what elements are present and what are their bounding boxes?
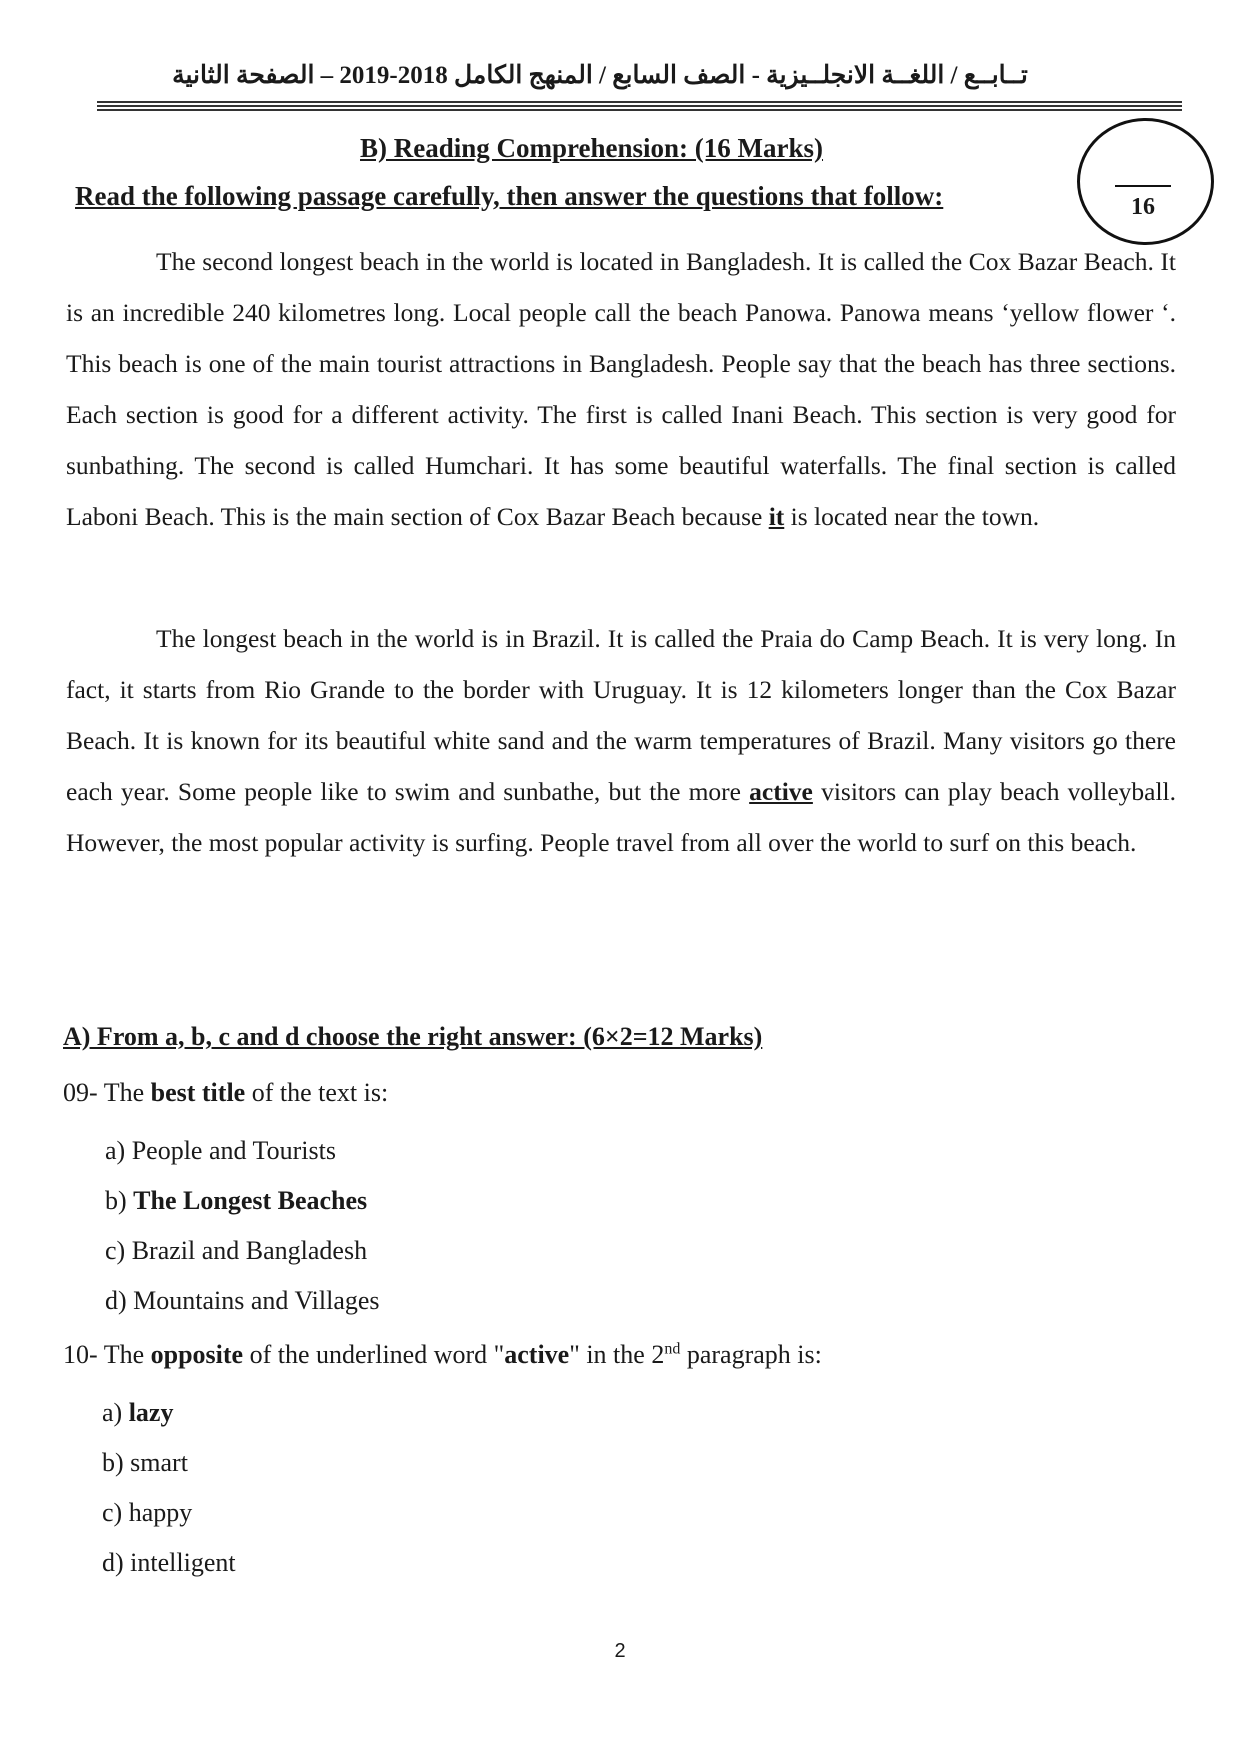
paragraph-2-text: The longest beach in the world is in Brazil. It is called the Praia do Camp Beach. It is very long. In fact, it starts from Rio Grande to the border with Uruguay. It is 12 kilometers longer than the Cox Bazar Beach. It is known for its beautiful white sand and the warm temperatures of Brazil. Many visitors go there each year. Some people like to swim and sunbathe, but the more bbox=[66, 624, 1176, 806]
question-10 bbox=[63, 1340, 822, 1370]
question-9 bbox=[63, 1078, 388, 1108]
ordinal-suffix: nd bbox=[664, 1340, 681, 1358]
question-10-word: active bbox=[504, 1340, 570, 1369]
paragraph-2-end: visitors can play beach volleyball. However, the most popular activity is surfing. People travel from all over the world to surf on this beach. bbox=[66, 777, 1176, 857]
header-rule-bottom bbox=[97, 109, 1182, 111]
section-title: B) Reading Comprehension: (16 Marks) bbox=[360, 133, 824, 163]
paragraph-1-end: is located near the town. bbox=[790, 502, 1040, 531]
underlined-word-active: active bbox=[749, 777, 813, 806]
question-10-text: of the underlined word " bbox=[249, 1340, 505, 1369]
question-9-prefix: 09- The bbox=[63, 1078, 145, 1107]
score-value: 16 bbox=[1131, 194, 1155, 220]
question-10-keyword: opposite bbox=[150, 1340, 244, 1369]
question-10-option-b[interactable]: b) smart bbox=[102, 1448, 188, 1477]
underlined-word-it: it bbox=[768, 502, 785, 531]
question-10-option-a[interactable] bbox=[102, 1398, 173, 1428]
option-b-answer: The Longest Beaches bbox=[133, 1186, 368, 1215]
question-9-keyword: best title bbox=[150, 1078, 246, 1107]
question-9-option-c[interactable]: c) Brazil and Bangladesh bbox=[105, 1236, 368, 1265]
header-rule-top bbox=[97, 101, 1182, 103]
option-a-answer: lazy bbox=[128, 1398, 174, 1427]
passage-instruction: Read the following passage carefully, then answer the questions that follow: bbox=[75, 181, 944, 211]
question-10-option-c[interactable]: c) happy bbox=[102, 1498, 193, 1527]
header-rule-middle bbox=[97, 105, 1182, 107]
question-10-text-2: " in the 2 bbox=[569, 1340, 665, 1369]
page-number: 2 bbox=[614, 1640, 626, 1662]
score-line bbox=[1115, 185, 1171, 187]
question-9-option-b[interactable] bbox=[105, 1186, 367, 1216]
passage-paragraph-1 bbox=[66, 236, 1176, 542]
question-9-suffix: of the text is: bbox=[251, 1078, 389, 1107]
question-10-option-d[interactable]: d) intelligent bbox=[102, 1548, 236, 1577]
question-10-prefix: 10- The bbox=[63, 1340, 145, 1369]
page-header: تــابــع / اللغــة الانجلــيزية - الصف السابع / المنهج الكامل 2018-2019 – الصفحة الثانية bbox=[172, 62, 1028, 89]
question-9-option-a[interactable]: a) People and Tourists bbox=[105, 1136, 336, 1165]
question-9-option-d[interactable]: d) Mountains and Villages bbox=[105, 1286, 380, 1315]
paragraph-1-text: The second longest beach in the world is located in Bangladesh. It is called the Cox Bazar Beach. It is an incredible 240 kilometres long. Local people call the beach Panowa. Panowa means ‘yellow flower ‘. This beach is one of the main tourist attractions in Bangladesh. People say that the beach has three sections. Each section is good for a different activity. The first is called Inani Beach. This section is very good for sunbathing. The second is called Humchari. It has some beautiful waterfalls. The final section is called Laboni Beach. This is the main section of Cox Bazar Beach because bbox=[66, 247, 1176, 531]
score-circle bbox=[1077, 118, 1214, 245]
option-b-letter: b) bbox=[105, 1186, 127, 1215]
part-a-title: A) From a, b, c and d choose the right answer: (6×2=12 Marks) bbox=[63, 1022, 763, 1051]
option-a-letter: a) bbox=[102, 1398, 123, 1427]
passage-paragraph-2 bbox=[66, 613, 1176, 868]
question-10-suffix: paragraph is: bbox=[686, 1340, 822, 1369]
